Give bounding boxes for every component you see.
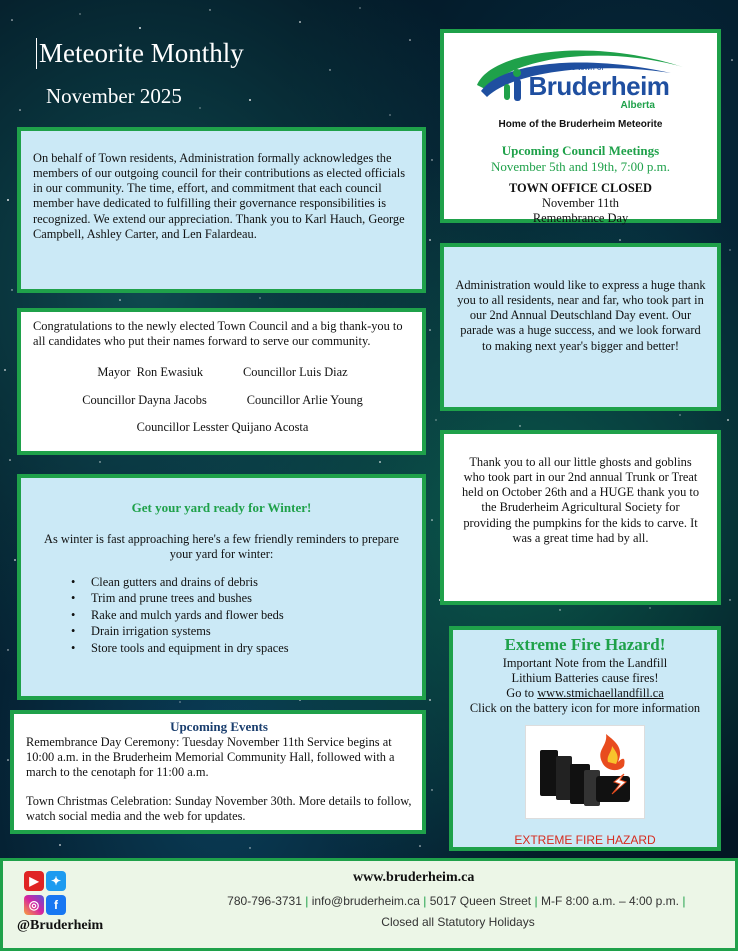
event-remembrance-day: Remembrance Day Ceremony: Tuesday November 11th Service begins at 10:00 a.m. in the Bruderheim Memorial Community Hall, followed with a march to the cenotaph for 11:00 a.m.	[26, 734, 395, 780]
list-item: • Clean gutters and drains of debris	[81, 574, 410, 590]
battery-fire-icon	[526, 726, 644, 818]
fire-hazard-title: Extreme Fire Hazard!	[504, 635, 666, 654]
contact-info	[193, 891, 723, 933]
twitter-icon[interactable]: ✦	[46, 871, 66, 891]
outgoing-council-box	[17, 127, 426, 293]
bruderheim-logo[interactable]	[471, 43, 691, 113]
separator: |	[419, 894, 430, 908]
list-item: • Rake and mulch yards and flower beds	[81, 607, 410, 623]
outgoing-council-text: On behalf of Town residents, Administration formally acknowledges the members of our outgoing council for their contributions as elected officials in our community. The time, effort, and commitment that each council member have dedicated to fulfilling their governance responsibilities is recognized. We extend our appreciation. Thank you to Karl Hauch, George Campbell, Ashley Carter, and Len Falardeau.	[33, 151, 406, 241]
office-closed-title: TOWN OFFICE CLOSED	[509, 180, 652, 195]
new-council-intro: Congratulations to the newly elected Town Council and a big thank-you to all candidates who put their names forward to serve our community.	[33, 319, 403, 349]
town-tagline: Home of the Bruderheim Meteorite	[498, 119, 663, 130]
instagram-icon[interactable]: ◎	[24, 895, 44, 915]
facebook-icon[interactable]: f	[46, 895, 66, 915]
council-member: Councillor Luis Diaz	[243, 365, 348, 380]
winter-title: Get your yard ready for Winter!	[131, 500, 312, 515]
council-meetings-title: Upcoming Council Meetings	[501, 143, 660, 159]
separator: |	[301, 894, 312, 908]
separator: |	[679, 894, 689, 908]
phone-number: 780-796-3731	[227, 894, 302, 908]
fire-note-line: Lithium Batteries cause fires!	[511, 670, 659, 685]
separator: |	[531, 894, 541, 908]
council-member: Councillor Arlie Young	[246, 392, 363, 407]
website-link[interactable]: www.bruderheim.ca	[353, 870, 475, 885]
list-item: • Store tools and equipment in dry spaces	[81, 640, 410, 656]
landfill-link[interactable]: www.stmichaellandfill.ca	[537, 685, 664, 700]
new-council-box	[17, 308, 426, 455]
trunk-or-treat-box	[440, 430, 721, 605]
logo-the-town-of: the town of	[564, 63, 604, 72]
deutschland-day-box	[440, 243, 721, 411]
newsletter-date: November 2025	[46, 84, 182, 108]
deutschland-day-text: Administration would like to express a huge thank you to all residents, near and far, who took part in our 2nd Annual Deutschland Day event. Our parade was a huge success, and we look forward to making next year's bigger and better!	[455, 278, 706, 353]
youtube-icon[interactable]: ▶	[24, 871, 44, 891]
trunk-or-treat-text: Thank you to all our little ghosts and goblins who took part in our 2nd annual Trunk or Treat held on October 26th and a HUGE thank you to the Bruderheim Agricultural Society for providing the pumpkins for the kids to carve. It was a great time had by all.	[461, 455, 700, 545]
fire-link-line	[459, 686, 711, 701]
fire-go-to-text: Go to	[506, 685, 538, 700]
email-address[interactable]: info@bruderheim.ca	[311, 894, 420, 908]
winter-yard-box	[17, 474, 426, 700]
logo-town-name: Bruderheim	[528, 71, 670, 101]
event-christmas-celebration: Town Christmas Celebration: Sunday November 30th. More details to follow, watch social media and the web for updates.	[26, 794, 412, 824]
council-meetings-dates: November 5th and 19th, 7:00 p.m.	[490, 159, 671, 175]
fire-note-line: Important Note from the Landfill	[502, 655, 668, 670]
council-member: Councillor Lesster Quijano Acosta	[136, 419, 309, 434]
logo-province: Alberta	[620, 100, 655, 111]
office-closed-reason: Remembrance Day	[532, 211, 629, 226]
street-address: 5017 Queen Street	[429, 894, 532, 908]
council-member: Mayor Ron Ewasiuk	[97, 365, 204, 380]
upcoming-events-title: Upcoming Events	[170, 719, 268, 734]
holiday-closure: Closed all Statutory Holidays	[381, 915, 535, 929]
battery-icon[interactable]	[525, 725, 645, 819]
upcoming-events-box	[10, 710, 426, 834]
list-item: • Trim and prune trees and bushes	[81, 590, 410, 606]
council-member: Councillor Dayna Jacobs	[82, 392, 207, 407]
office-closed-date: November 11th	[542, 196, 619, 211]
winter-intro: As winter is fast approaching here's a few friendly reminders to prepare your yard for winter:	[44, 531, 399, 561]
fire-hazard-caption: EXTREME FIRE HAZARD	[514, 833, 656, 848]
social-icons	[23, 869, 73, 917]
fire-hazard-box	[449, 626, 721, 851]
social-handle: @Bruderheim	[17, 918, 104, 933]
contact-footer	[0, 858, 738, 951]
fire-note-line: Click on the battery icon for more information	[469, 701, 701, 716]
winter-checklist	[81, 574, 410, 656]
newsletter-title: Meteorite Monthly	[36, 38, 244, 69]
office-hours: M-F 8:00 a.m. – 4:00 p.m.	[540, 894, 680, 908]
town-info-box	[440, 29, 721, 226]
list-item: • Drain irrigation systems	[81, 623, 410, 639]
